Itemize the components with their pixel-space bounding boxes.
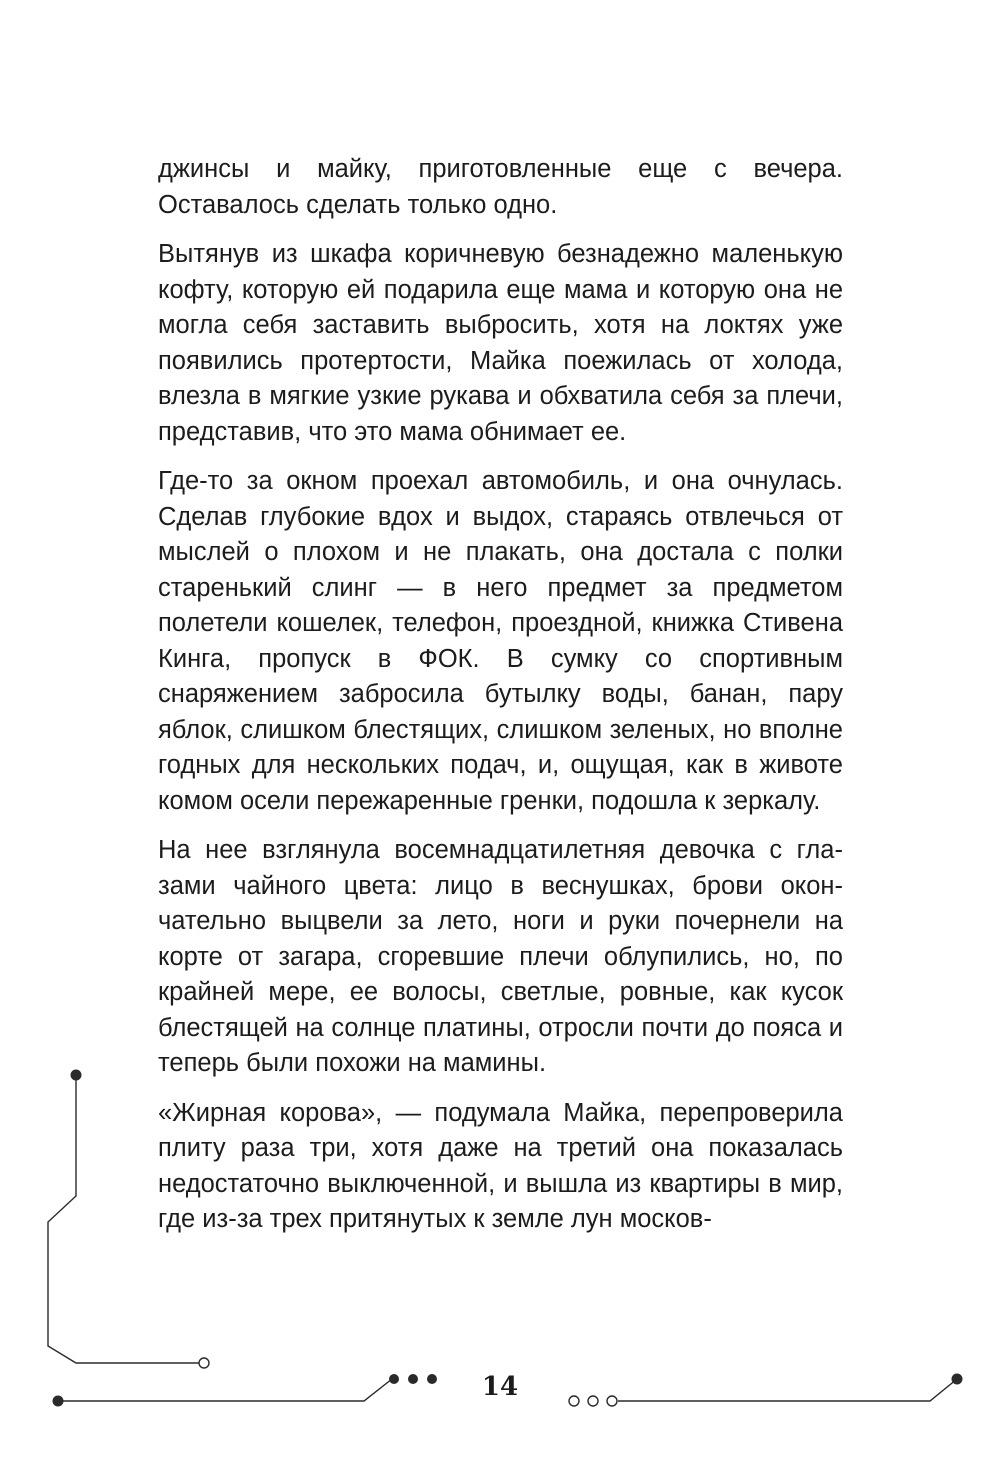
bottom-right-line	[618, 1379, 957, 1401]
left-circuit-line	[48, 1075, 200, 1363]
ring-right-1-icon	[569, 1396, 579, 1406]
bottom-left-node-icon	[53, 1396, 64, 1407]
page-number: 14	[481, 1372, 519, 1402]
left-circuit-end-icon	[199, 1358, 209, 1368]
bottom-left-line	[58, 1379, 392, 1401]
bottom-right-node-icon	[952, 1374, 963, 1385]
paragraph-4: На нее взглянула восемнадцатилетняя девочка с глазами чайного цвета: лицо в веснушках, брови окончательно выцвели за лето, ноги и руки почернели на корте от загара, сгоревшие плечи облупились, но, по крайней мере, ее волосы, светлые, ровные, как кусок блестящей на солнце платины, отросли почти до пояса и теперь были похожи на мамины.	[158, 836, 843, 1077]
ring-right-2-icon	[588, 1396, 598, 1406]
paragraph-3: Где-то за окном проехал автомобиль, и она очнулась. Сделав глубокие вдох и выдох, стараясь отвлечься от мыслей о плохом и не плакать, она достала с полки старенький слинг — в него предмет за предметом полетели кошелек, телефон, проездной, книжка Стивена Кинга, пропуск в ФОК. В сумку со спортивным снаряжением забросила бутылку воды, банан, пару яблок, слишком блестящих, слишком зеленых, но вполне годных для нескольких подач, и, ощущая, как в животе комом осели пережаренные гренки, подошла к зеркалу.	[158, 467, 843, 815]
paragraph-5: «Жирная корова», — подумала Майка, перепроверила плиту раза три, хотя даже на третий она показалась недостаточно выключенной, и вышла из квартиры в мир, где из-за трех притянутых к земле лун москов-	[158, 1098, 843, 1233]
paragraph-1: джинсы и майку, приготовленные еще с вечера. Оставалось сделать только одно.	[158, 155, 843, 219]
dot-left-2-icon	[408, 1374, 418, 1384]
dot-left-1-icon	[389, 1374, 399, 1384]
paragraph-2: Вытянув из шкафа коричневую безнадежно маленькую кофту, которую ей подарила еще мама и которую она не могла себя заставить выбросить, хотя на локтях уже появились протертости, Майка поежилась от холода, влезла в мягкие узкие рукава и обхватила себя за плечи, представив, что это мама обнимает ее.	[158, 240, 843, 446]
ring-right-3-icon	[607, 1396, 617, 1406]
left-top-node-icon	[71, 1070, 82, 1081]
dot-left-3-icon	[427, 1374, 437, 1384]
